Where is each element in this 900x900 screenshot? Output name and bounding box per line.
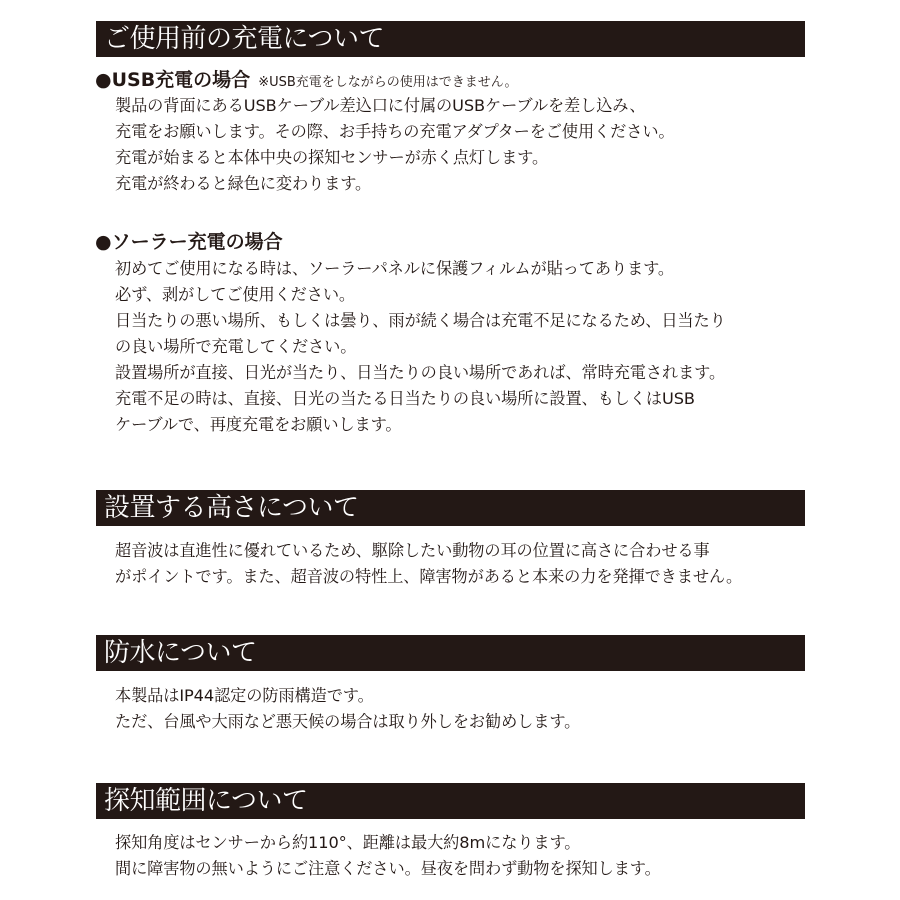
detection-text — [115, 830, 661, 882]
solar-line: の良い場所で充電してください。 — [115, 337, 357, 356]
usb-line: 充電が始まると本体中央の探知センサーが赤く点灯します。 — [115, 148, 549, 167]
height-line: がポイントです。また、超音波の特性上、障害物があると本来の力を発揮できません。 — [115, 567, 743, 586]
usb-line: 充電をお願いします。その際、お手持ちの充電アダプターをご使用ください。 — [115, 122, 675, 141]
detection-line: 間に障害物の無いようにご注意ください。昼夜を問わず動物を探知します。 — [115, 859, 661, 878]
usb-charging-text — [115, 93, 675, 197]
height-text — [115, 538, 742, 590]
solar-line: 充電不足の時は、直接、日光の当たる日当たりの良い場所に設置、もしくはUSB — [115, 389, 695, 408]
usb-line: 充電が終わると緑色に変わります。 — [115, 174, 372, 193]
solar-charging-text — [115, 256, 726, 438]
solar-line: ケーブルで、再度充電をお願いします。 — [115, 415, 402, 434]
usb-charging-heading-row — [95, 67, 518, 96]
solar-line: 日当たりの悪い場所、もしくは曇り、雨が続く場合は充電不足になるため、日当たり — [115, 311, 726, 330]
charging-section-title: ご使用前の充電について — [96, 21, 805, 57]
waterproof-line: ただ、台風や大雨など悪天候の場合は取り外しをお勧めします。 — [115, 712, 581, 731]
solar-line: 初めてご使用になる時は、ソーラーパネルに保護フィルムが貼ってあります。 — [115, 259, 675, 278]
usb-charging-note: ※USB充電をしながらの使用はできません。 — [258, 75, 518, 90]
usb-charging-heading: ●USB充電の場合 — [95, 69, 251, 91]
solar-line: 必ず、剥がしてご使用ください。 — [115, 285, 356, 304]
detection-section-title: 探知範囲について — [96, 783, 805, 819]
height-section-title: 設置する高さについて — [96, 490, 805, 526]
solar-line: 設置場所が直接、日光が当たり、日当たりの良い場所であれば、常時充電されます。 — [115, 363, 726, 382]
height-line: 超音波は直進性に優れているため、駆除したい動物の耳の位置に高さに合わせる事 — [115, 541, 710, 560]
usb-line: 製品の背面にあるUSBケーブル差込口に付属のUSBケーブルを差し込み、 — [115, 96, 646, 115]
waterproof-section-title: 防水について — [96, 635, 805, 671]
waterproof-text — [115, 683, 580, 735]
solar-charging-heading: ●ソーラー充電の場合 — [95, 231, 283, 253]
detection-line: 探知角度はセンサーから約110°、距離は最大約8mになります。 — [115, 833, 581, 852]
waterproof-line: 本製品はIP44認定の防雨構造です。 — [115, 686, 374, 705]
